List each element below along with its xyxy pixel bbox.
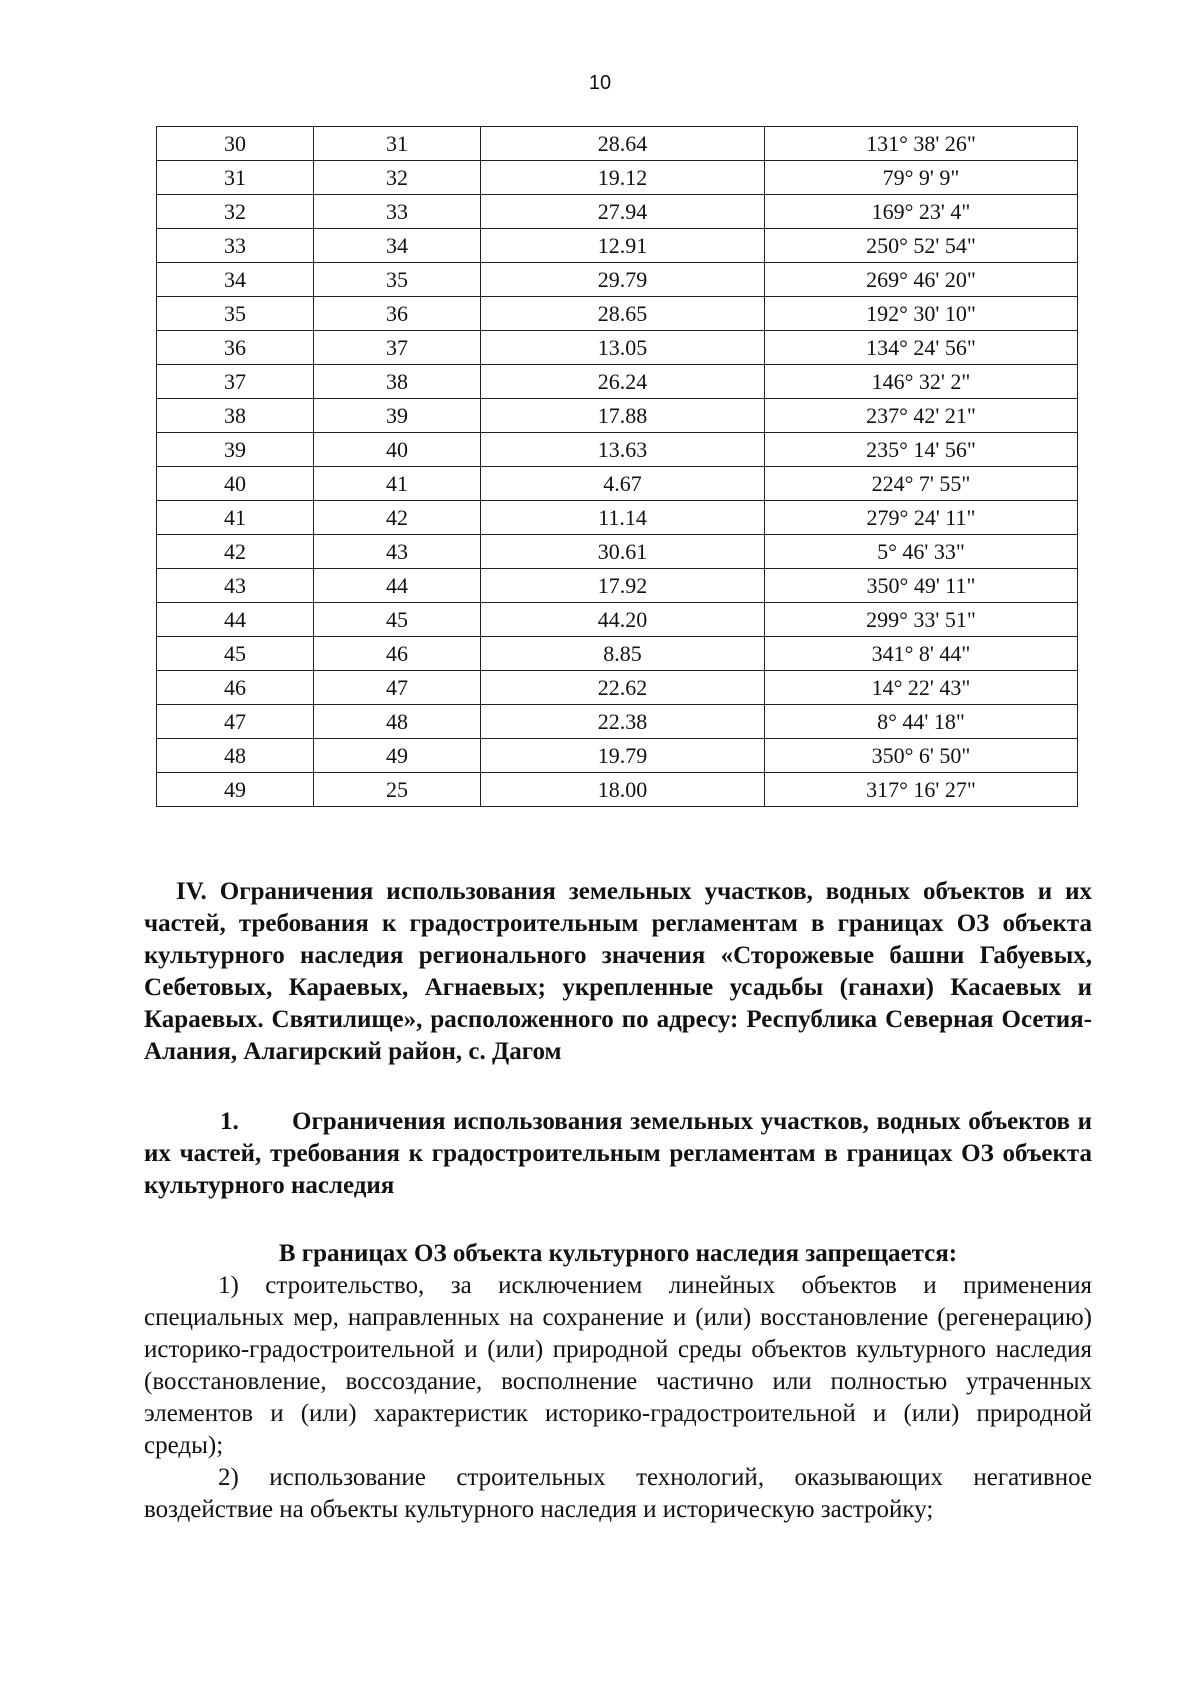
table-body (157, 127, 1078, 807)
table-row (157, 195, 1078, 229)
table-row (157, 229, 1078, 263)
table-cell-from-point: 39 (157, 433, 314, 467)
table-cell-bearing: 14° 22' 43" (765, 671, 1078, 705)
table-cell-distance: 11.14 (481, 501, 765, 535)
table-cell-bearing: 235° 14' 56" (765, 433, 1078, 467)
table-row (157, 127, 1078, 161)
table-row (157, 637, 1078, 671)
subsection-number: 1. (220, 1108, 239, 1135)
page-number: 10 (588, 72, 612, 94)
table-cell-bearing: 134° 24' 56" (765, 331, 1078, 365)
table-cell-distance: 28.64 (481, 127, 765, 161)
table-cell-distance: 17.88 (481, 399, 765, 433)
table-cell-distance: 22.38 (481, 705, 765, 739)
table-cell-to-point: 41 (314, 467, 481, 501)
table-cell-from-point: 47 (157, 705, 314, 739)
table-cell-distance: 29.79 (481, 263, 765, 297)
table-cell-bearing: 169° 23' 4" (765, 195, 1078, 229)
table-cell-from-point: 45 (157, 637, 314, 671)
table-cell-distance: 17.92 (481, 569, 765, 603)
table-cell-from-point: 38 (157, 399, 314, 433)
table-row (157, 569, 1078, 603)
table-cell-from-point: 30 (157, 127, 314, 161)
subsection-title: Ограничения использования земельных участков, водных объектов и их частей, требования к градостроительным регламентам в границах ОЗ объекта культурного наследия (144, 1108, 1092, 1199)
table-cell-to-point: 31 (314, 127, 481, 161)
table-cell-bearing: 192° 30' 10" (765, 297, 1078, 331)
table-cell-bearing: 269° 46' 20" (765, 263, 1078, 297)
table-cell-distance: 44.20 (481, 603, 765, 637)
table-row (157, 263, 1078, 297)
table-cell-from-point: 40 (157, 467, 314, 501)
section-heading: IV. Ограничения использования земельных участков, водных объектов и их частей, требования к градостроительным регламентам в границах ОЗ объекта культурного наследия регионального значения «Сторожевые башни Габуевых, Себетовых, Караевых, Агнаевых; укрепленные усадьбы (ганахи) Касаевых и Караевых. Святилище», расположенного по адресу: Республика Северная Осетия-Алания, Алагирский район, с. Дагом (144, 878, 1092, 1065)
table-cell-bearing: 317° 16' 27" (765, 773, 1078, 807)
table-cell-from-point: 41 (157, 501, 314, 535)
table-cell-from-point: 36 (157, 331, 314, 365)
table-row (157, 399, 1078, 433)
table-cell-bearing: 131° 38' 26" (765, 127, 1078, 161)
table-cell-to-point: 42 (314, 501, 481, 535)
table-cell-from-point: 32 (157, 195, 314, 229)
table-cell-to-point: 34 (314, 229, 481, 263)
table-cell-distance: 8.85 (481, 637, 765, 671)
subsection-heading (144, 1106, 1092, 1202)
table-cell-from-point: 42 (157, 535, 314, 569)
table-cell-distance: 27.94 (481, 195, 765, 229)
table-cell-bearing: 5° 46' 33" (765, 535, 1078, 569)
table-cell-to-point: 35 (314, 263, 481, 297)
table-cell-distance: 26.24 (481, 365, 765, 399)
table-cell-bearing: 237° 42' 21" (765, 399, 1078, 433)
table-cell-bearing: 299° 33' 51" (765, 603, 1078, 637)
table-cell-distance: 30.61 (481, 535, 765, 569)
table-row (157, 535, 1078, 569)
table-cell-bearing: 279° 24' 11" (765, 501, 1078, 535)
prohibitions-heading: В границах ОЗ объекта культурного наследия запрещается: (278, 1240, 958, 1267)
table-cell-bearing: 350° 49' 11" (765, 569, 1078, 603)
table-cell-to-point: 45 (314, 603, 481, 637)
table-cell-to-point: 40 (314, 433, 481, 467)
table-cell-to-point: 44 (314, 569, 481, 603)
table-cell-from-point: 33 (157, 229, 314, 263)
table-cell-from-point: 44 (157, 603, 314, 637)
table-cell-to-point: 37 (314, 331, 481, 365)
table-cell-from-point: 31 (157, 161, 314, 195)
prohibition-item-2: 2) использование строительных технологий, оказывающих негативное воздействие на объекты культурного наследия и историческую застройку; (144, 1464, 1092, 1523)
table-row (157, 705, 1078, 739)
table-cell-bearing: 341° 8' 44" (765, 637, 1078, 671)
table-cell-from-point: 35 (157, 297, 314, 331)
table-row (157, 467, 1078, 501)
table-row (157, 331, 1078, 365)
table-cell-to-point: 32 (314, 161, 481, 195)
table-cell-to-point: 38 (314, 365, 481, 399)
table-row (157, 297, 1078, 331)
table-cell-distance: 18.00 (481, 773, 765, 807)
table-row (157, 773, 1078, 807)
table-cell-distance: 13.05 (481, 331, 765, 365)
table-cell-distance: 12.91 (481, 229, 765, 263)
table-cell-distance: 4.67 (481, 467, 765, 501)
table-cell-to-point: 47 (314, 671, 481, 705)
table-cell-to-point: 43 (314, 535, 481, 569)
table-row (157, 501, 1078, 535)
table-cell-from-point: 49 (157, 773, 314, 807)
table-cell-distance: 19.12 (481, 161, 765, 195)
table-cell-distance: 19.79 (481, 739, 765, 773)
table-cell-bearing: 146° 32' 2" (765, 365, 1078, 399)
table-cell-to-point: 46 (314, 637, 481, 671)
document-body (144, 876, 1092, 1526)
table-cell-distance: 13.63 (481, 433, 765, 467)
prohibition-item-1: 1) строительство, за исключением линейных объектов и применения специальных мер, направленных на сохранение и (или) восстановление (регенерацию) историко-градостроительной и (или) природной среды объектов культурного наследия (восстановление, воссоздание, восполнение частично или полностью утраченных элементов и (или) характеристик историко-градостроительной и (или) природной среды); (144, 1272, 1092, 1459)
table-cell-distance: 28.65 (481, 297, 765, 331)
table-cell-to-point: 25 (314, 773, 481, 807)
table-cell-from-point: 48 (157, 739, 314, 773)
table-row (157, 739, 1078, 773)
table-cell-bearing: 250° 52' 54" (765, 229, 1078, 263)
table-cell-to-point: 48 (314, 705, 481, 739)
table-row (157, 365, 1078, 399)
table-row (157, 161, 1078, 195)
table-row (157, 603, 1078, 637)
table-row (157, 433, 1078, 467)
table-cell-from-point: 43 (157, 569, 314, 603)
table-cell-bearing: 8° 44' 18" (765, 705, 1078, 739)
table-cell-to-point: 39 (314, 399, 481, 433)
table-row (157, 671, 1078, 705)
table-cell-from-point: 46 (157, 671, 314, 705)
table-cell-bearing: 224° 7' 55" (765, 467, 1078, 501)
table-cell-bearing: 350° 6' 50" (765, 739, 1078, 773)
table-cell-from-point: 34 (157, 263, 314, 297)
table-cell-from-point: 37 (157, 365, 314, 399)
table-cell-bearing: 79° 9' 9" (765, 161, 1078, 195)
table-cell-to-point: 36 (314, 297, 481, 331)
table-cell-to-point: 33 (314, 195, 481, 229)
coordinates-table (156, 126, 1078, 807)
table-cell-to-point: 49 (314, 739, 481, 773)
table-cell-distance: 22.62 (481, 671, 765, 705)
